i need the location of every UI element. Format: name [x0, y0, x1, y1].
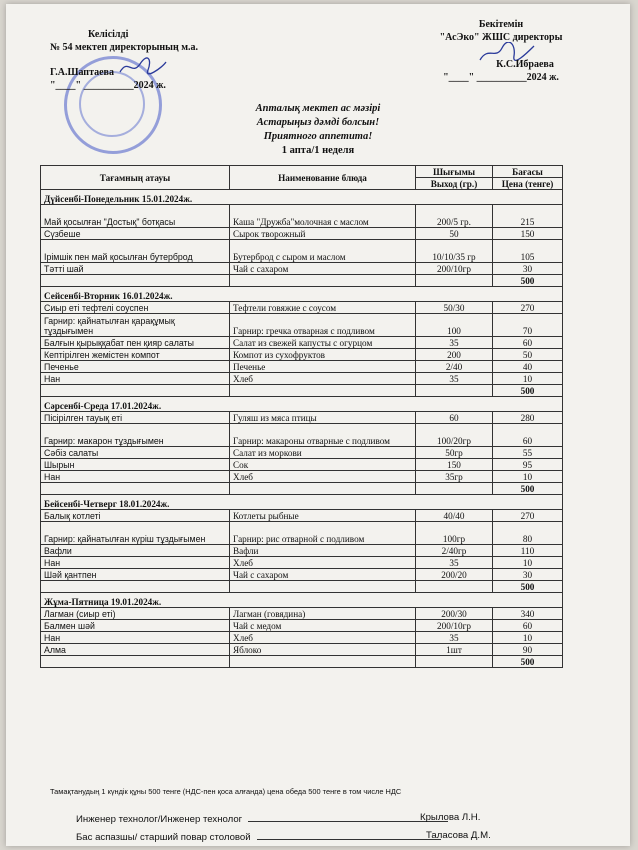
dish-price: 270	[493, 510, 563, 522]
dish-price: 50	[493, 349, 563, 361]
empty-cell	[230, 385, 416, 397]
dish-name-ru: Сок	[230, 459, 416, 471]
dish-output: 1шт	[416, 644, 493, 656]
day-title: Бейсенбі-Четверг 18.01.2024ж.	[41, 495, 563, 510]
approval-block-right	[406, 18, 596, 84]
day-title: Сәрсенбі-Среда 17.01.2024ж.	[41, 397, 563, 412]
dish-output: 35	[416, 632, 493, 644]
dish-output: 200	[416, 349, 493, 361]
dish-output: 35	[416, 337, 493, 349]
dish-price: 95	[493, 459, 563, 471]
dish-price: 10	[493, 373, 563, 385]
col-header-price-ru: Цена (тенге)	[493, 178, 563, 190]
technologist-role: Инженер технолог/Инженер технолог	[76, 814, 243, 825]
col-header-output-kz: Шығымы	[416, 166, 493, 178]
dish-name-ru: Тефтели говяжие с соусом	[230, 302, 416, 314]
table-row	[41, 263, 563, 275]
dish-price: 60	[493, 337, 563, 349]
day-title: Жұма-Пятница 19.01.2024ж.	[41, 593, 563, 608]
dish-name-kz: Тәтті шай	[41, 263, 230, 275]
dish-output: 200/10гр	[416, 620, 493, 632]
dish-name-kz: Сәбіз салаты	[41, 447, 230, 459]
table-row	[41, 459, 563, 471]
signature-line-cook	[76, 830, 491, 843]
table-row	[41, 337, 563, 349]
day-header-row	[41, 495, 563, 510]
empty-cell	[41, 581, 230, 593]
day-title: Дүйсенбі-Понедельник 15.01.2024ж.	[41, 190, 563, 205]
day-title: Сейсенбі-Вторник 16.01.2024ж.	[41, 287, 563, 302]
empty-cell	[41, 483, 230, 495]
dish-price: 60	[493, 424, 563, 447]
dish-name-kz: Шырын	[41, 459, 230, 471]
day-header-row	[41, 593, 563, 608]
dish-name-kz: Гарнир: қайнатылған қарақұмық тұздығымен	[41, 314, 230, 337]
dish-name-ru: Лагман (говядина)	[230, 608, 416, 620]
dish-name-kz: Нан	[41, 373, 230, 385]
empty-cell	[416, 483, 493, 495]
dish-name-kz: Балмен шәй	[41, 620, 230, 632]
table-row	[41, 349, 563, 361]
empty-cell	[230, 483, 416, 495]
dish-output: 100/20гр	[416, 424, 493, 447]
wish-kz: Астарыңыз дәмді болсын!	[256, 117, 380, 128]
approve-label: Бекітемін	[478, 19, 524, 30]
price-footnote: Тамақтанудың 1 күндік құны 500 тенге (НДС-пен қоса алғанда) цена обеда 500 тенге в том числе НДС	[50, 787, 402, 796]
dish-name-kz: Печенье	[41, 361, 230, 373]
dish-price: 80	[493, 522, 563, 545]
dish-price: 40	[493, 361, 563, 373]
empty-cell	[41, 275, 230, 287]
table-row	[41, 205, 563, 228]
table-row	[41, 302, 563, 314]
dish-name-kz: Сиыр еті тефтелі соуспен	[41, 302, 230, 314]
empty-cell	[230, 656, 416, 668]
dish-output: 200/20	[416, 569, 493, 581]
dish-name-ru: Печенье	[230, 361, 416, 373]
dish-name-kz: Вафли	[41, 545, 230, 557]
dish-price: 10	[493, 632, 563, 644]
dish-name-kz: Балық котлеті	[41, 510, 230, 522]
dish-name-kz: Нан	[41, 632, 230, 644]
dish-output: 50гр	[416, 447, 493, 459]
table-row	[41, 569, 563, 581]
table-row	[41, 361, 563, 373]
approval-block-left	[50, 28, 250, 92]
col-header-price-kz: Бағасы	[493, 166, 563, 178]
table-row	[41, 632, 563, 644]
dish-name-ru: Гуляш из мяса птицы	[230, 412, 416, 424]
day-total: 500	[493, 581, 563, 593]
day-total: 500	[493, 483, 563, 495]
dish-output: 50	[416, 228, 493, 240]
menu-titles	[6, 102, 630, 158]
week-label: 1 апта/1 неделя	[281, 145, 355, 156]
dish-name-kz: Гарнир: қайнатылған күріш тұздығымен	[41, 522, 230, 545]
col-header-ru: Наименование блюда	[230, 166, 416, 190]
cook-name: Таласова Д.М.	[426, 830, 491, 841]
dish-price: 60	[493, 620, 563, 632]
empty-cell	[416, 275, 493, 287]
empty-cell	[41, 656, 230, 668]
menu-table	[40, 165, 563, 668]
dish-name-kz: Гарнир: макарон тұздығымен	[41, 424, 230, 447]
table-row	[41, 522, 563, 545]
day-total: 500	[493, 656, 563, 668]
table-row	[41, 424, 563, 447]
dish-output: 2/40гр	[416, 545, 493, 557]
dish-name-ru: Чай с сахаром	[230, 263, 416, 275]
dish-name-ru: Гарнир: макароны отварные с подливом	[230, 424, 416, 447]
dish-name-ru: Сырок творожный	[230, 228, 416, 240]
dish-name-ru: Гарнир: гречка отварная с подливом	[230, 314, 416, 337]
cook-role: Бас аспазшы/ старший повар столовой	[76, 832, 251, 843]
dish-output: 35	[416, 373, 493, 385]
day-total-row	[41, 656, 563, 668]
dish-name-kz: Май қосылған "Достық" ботқасы	[41, 205, 230, 228]
agreed-label: Келісілді	[88, 29, 129, 40]
col-header-output-ru: Выход (гр.)	[416, 178, 493, 190]
table-row	[41, 373, 563, 385]
wish-ru: Приятного аппетита!	[263, 131, 373, 142]
menu-body	[41, 190, 563, 668]
menu-document	[6, 4, 630, 846]
dish-output: 40/40	[416, 510, 493, 522]
approve-date: "____" __________2024 ж.	[443, 72, 559, 83]
dish-output: 200/5 гр.	[416, 205, 493, 228]
table-row	[41, 644, 563, 656]
dish-name-kz: Нан	[41, 557, 230, 569]
dish-price: 30	[493, 569, 563, 581]
dish-price: 110	[493, 545, 563, 557]
table-row	[41, 608, 563, 620]
technologist-name: Крылова Л.Н.	[420, 812, 481, 823]
dish-name-ru: Салат из моркови	[230, 447, 416, 459]
day-header-row	[41, 287, 563, 302]
dish-price: 10	[493, 557, 563, 569]
table-row	[41, 510, 563, 522]
dish-name-ru: Гарнир: рис отварной с подливом	[230, 522, 416, 545]
day-total-row	[41, 275, 563, 287]
empty-cell	[230, 581, 416, 593]
dish-name-ru: Котлеты рыбные	[230, 510, 416, 522]
table-row	[41, 447, 563, 459]
dish-name-kz: Пісірілген тауық еті	[41, 412, 230, 424]
dish-price: 70	[493, 314, 563, 337]
dish-name-ru: Каша "Дружба"молочная с маслом	[230, 205, 416, 228]
dish-output: 100гр	[416, 522, 493, 545]
dish-name-ru: Бутерброд с сыром и маслом	[230, 240, 416, 263]
dish-price: 10	[493, 471, 563, 483]
signature-line-technologist	[76, 812, 481, 825]
dish-name-ru: Хлеб	[230, 471, 416, 483]
empty-cell	[416, 385, 493, 397]
dish-name-ru: Хлеб	[230, 373, 416, 385]
day-total: 500	[493, 385, 563, 397]
day-header-row	[41, 397, 563, 412]
dish-output: 100	[416, 314, 493, 337]
dish-name-kz: Ірімшік пен май қосылған бутерброд	[41, 240, 230, 263]
dish-output: 10/10/35 гр	[416, 240, 493, 263]
dish-output: 150	[416, 459, 493, 471]
table-row	[41, 240, 563, 263]
table-row	[41, 314, 563, 337]
dish-name-ru: Хлеб	[230, 557, 416, 569]
day-header-row	[41, 190, 563, 205]
dish-output: 200/10гр	[416, 263, 493, 275]
dish-name-kz: Кептірілген жемістен компот	[41, 349, 230, 361]
dish-name-ru: Чай с медом	[230, 620, 416, 632]
day-total-row	[41, 581, 563, 593]
dish-price: 55	[493, 447, 563, 459]
table-row	[41, 412, 563, 424]
signature-underline	[248, 812, 448, 822]
dish-output: 50/30	[416, 302, 493, 314]
dish-name-ru: Вафли	[230, 545, 416, 557]
table-row	[41, 471, 563, 483]
agreed-date: "____" __________2024 ж.	[50, 80, 166, 91]
dish-name-kz: Балғын қырыққабат пен қияр салаты	[41, 337, 230, 349]
school-director-label: № 54 мектеп директорының м.а.	[50, 42, 199, 53]
dish-price: 90	[493, 644, 563, 656]
dish-name-ru: Салат из свежей капусты с огурцом	[230, 337, 416, 349]
empty-cell	[416, 656, 493, 668]
empty-cell	[416, 581, 493, 593]
empty-cell	[41, 385, 230, 397]
day-total: 500	[493, 275, 563, 287]
company-director-name: К.С.Ибраева	[496, 59, 554, 70]
empty-cell	[230, 275, 416, 287]
dish-name-ru: Компот из сухофруктов	[230, 349, 416, 361]
table-row	[41, 557, 563, 569]
dish-price: 215	[493, 205, 563, 228]
day-total-row	[41, 483, 563, 495]
day-total-row	[41, 385, 563, 397]
dish-output: 35гр	[416, 471, 493, 483]
dish-output: 60	[416, 412, 493, 424]
dish-name-kz: Лагман (сиыр еті)	[41, 608, 230, 620]
dish-price: 280	[493, 412, 563, 424]
dish-output: 200/30	[416, 608, 493, 620]
signature-underline	[257, 830, 441, 840]
company-director-label: "АсЭко" ЖШС директоры	[439, 32, 563, 43]
dish-name-ru: Хлеб	[230, 632, 416, 644]
dish-output: 2/40	[416, 361, 493, 373]
dish-name-kz: Сүзбеше	[41, 228, 230, 240]
dish-name-kz: Алма	[41, 644, 230, 656]
dish-name-ru: Чай с сахаром	[230, 569, 416, 581]
table-row	[41, 228, 563, 240]
table-row	[41, 545, 563, 557]
dish-price: 340	[493, 608, 563, 620]
col-header-kz: Тағамның атауы	[41, 166, 230, 190]
dish-price: 270	[493, 302, 563, 314]
dish-price: 30	[493, 263, 563, 275]
dish-name-ru: Яблоко	[230, 644, 416, 656]
director-name: Г.А.Шаптаева	[50, 67, 114, 78]
dish-name-kz: Шәй қантпен	[41, 569, 230, 581]
title-kz: Апталық мектеп ас мәзірі	[255, 103, 381, 114]
dish-price: 105	[493, 240, 563, 263]
dish-output: 35	[416, 557, 493, 569]
dish-price: 150	[493, 228, 563, 240]
table-row	[41, 620, 563, 632]
dish-name-kz: Нан	[41, 471, 230, 483]
